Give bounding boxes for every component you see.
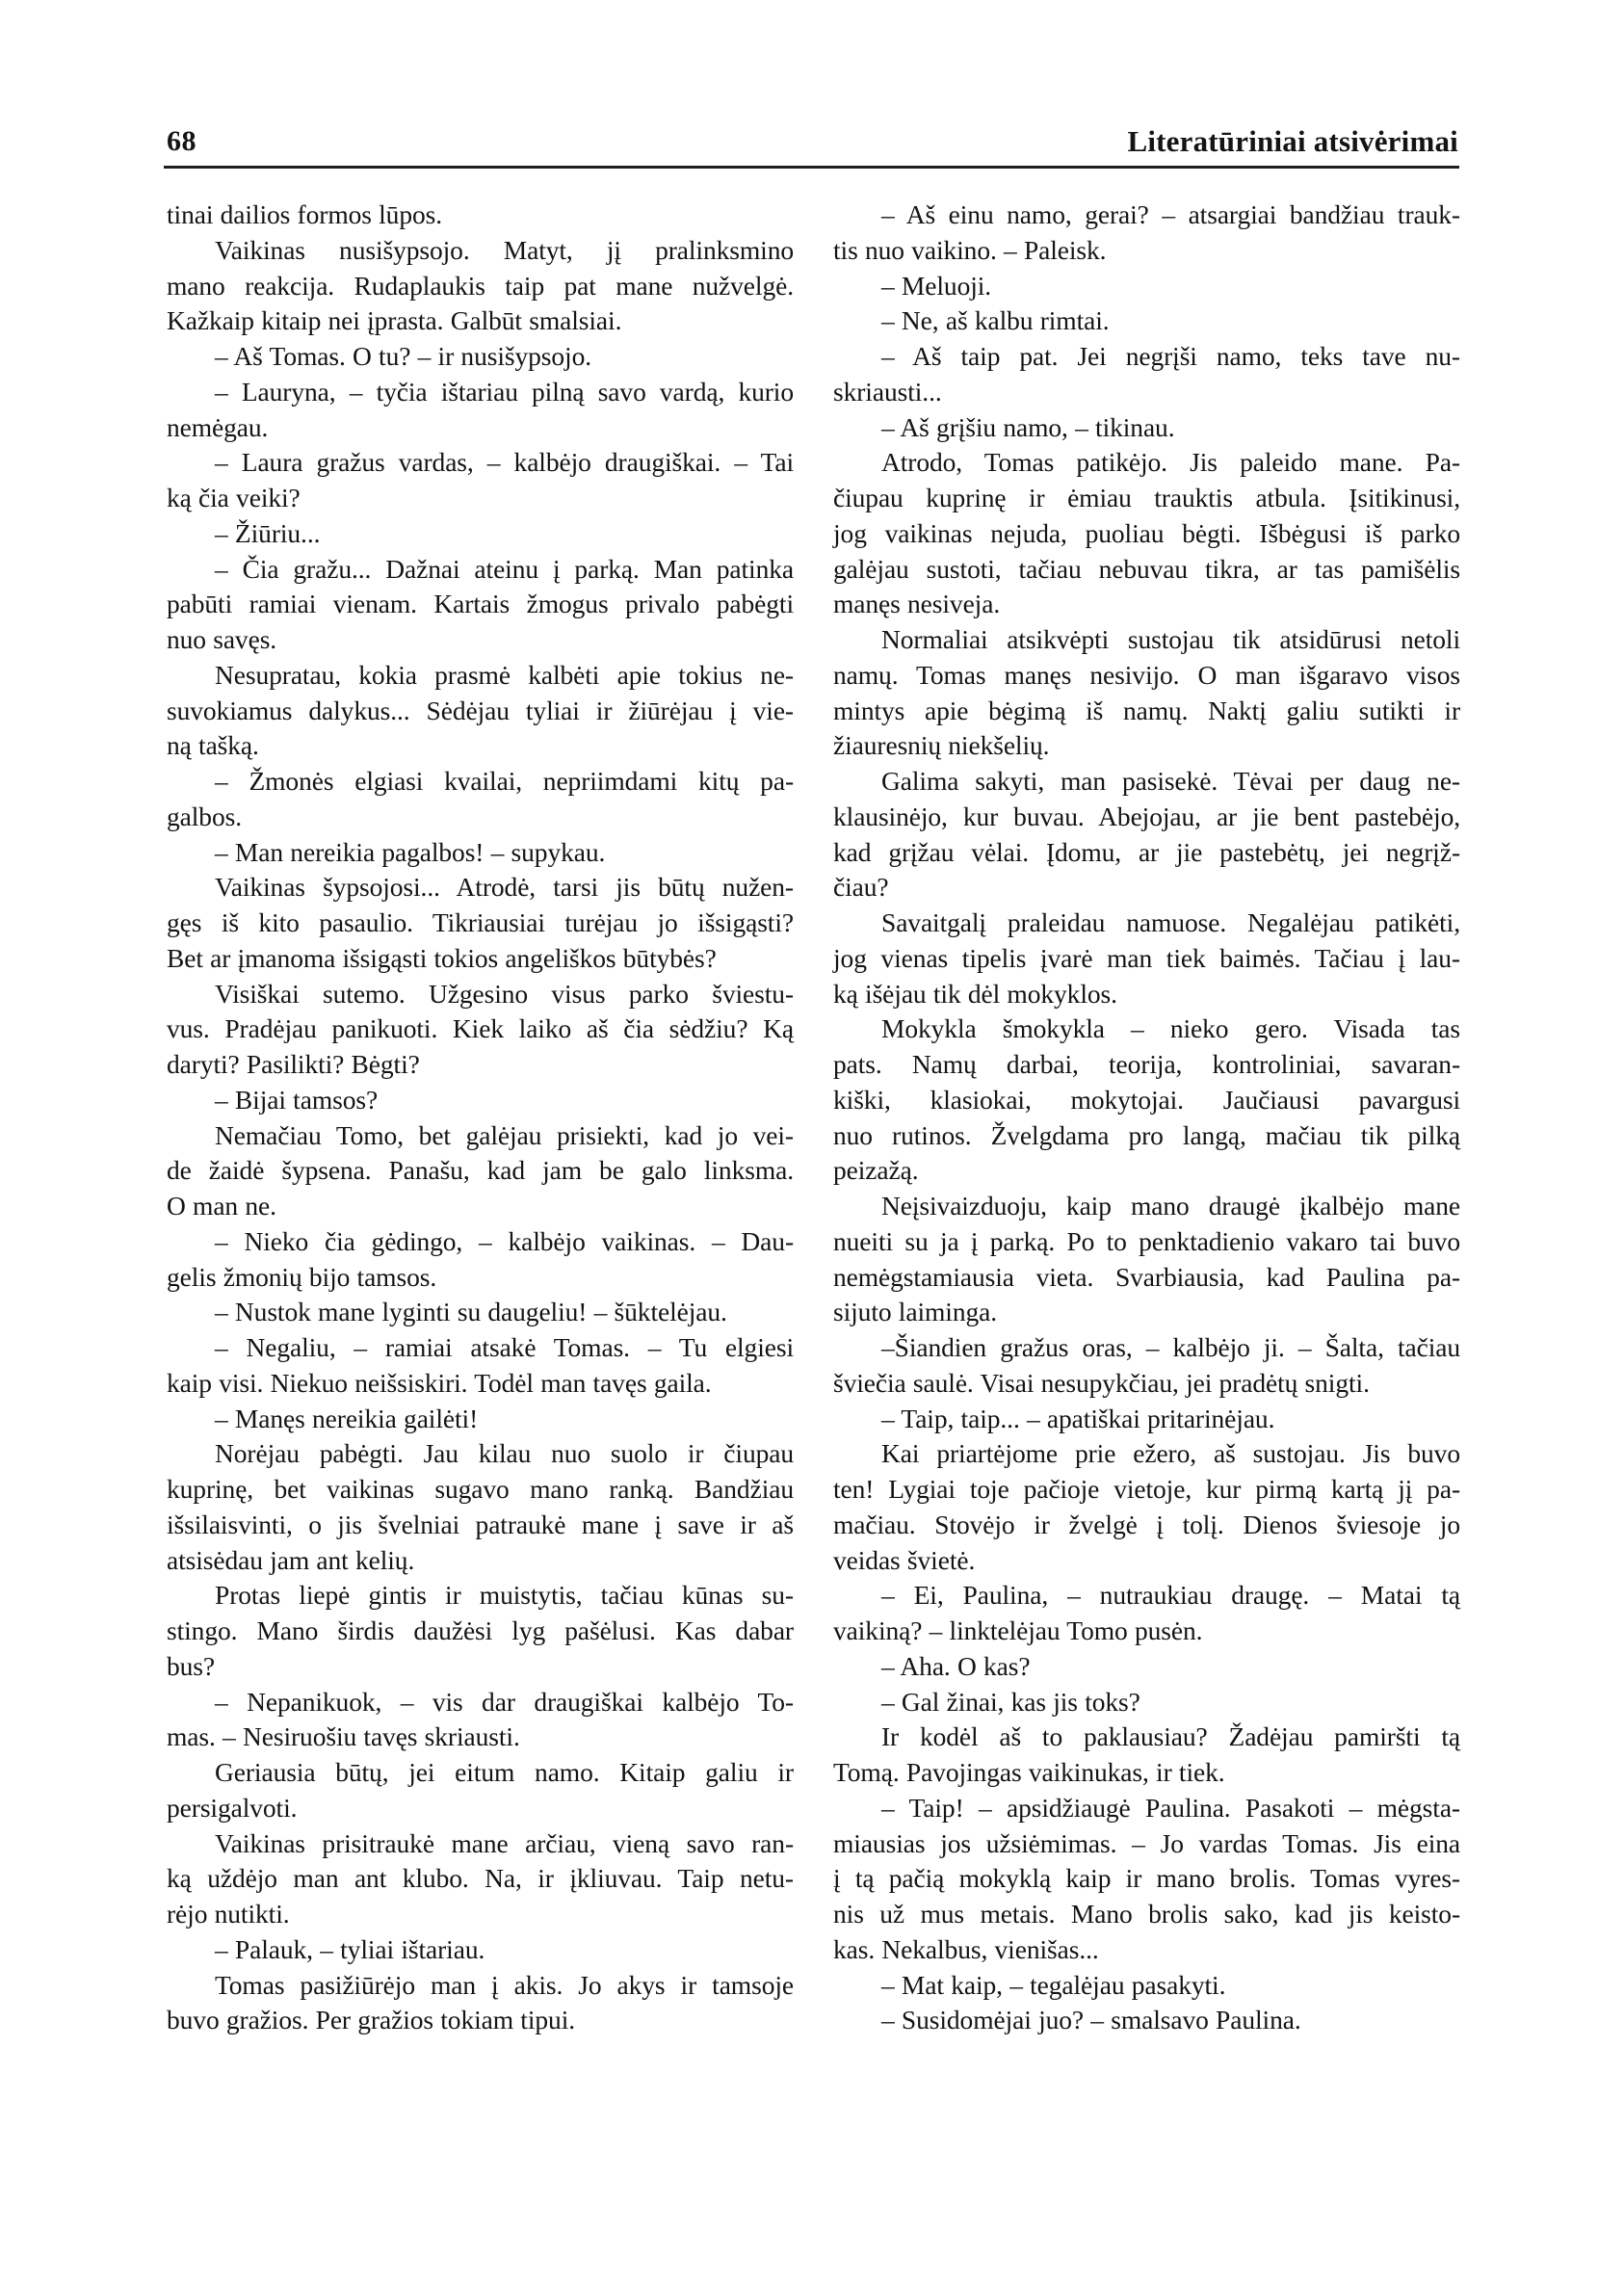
text-line: – Aš Tomas. O tu? – ir nusišypsojo. xyxy=(215,341,591,371)
text-line: pats. Namų darbai, teorija, kontroliniai, savaran- xyxy=(833,1049,1460,1079)
text-line: skriausti... xyxy=(833,376,942,407)
paragraph xyxy=(167,764,794,835)
text-line: nuo rutinos. Žvelgdama pro langą, mačiau tik pilką xyxy=(833,1119,1460,1150)
paragraph xyxy=(833,445,1460,622)
text-line: čiau? xyxy=(833,872,889,903)
paragraph xyxy=(167,1330,794,1402)
text-line: mintys apie bėgimą iš namų. Naktį galiu sutikti ir xyxy=(833,695,1460,725)
paragraph xyxy=(833,303,1460,339)
paragraph xyxy=(833,622,1460,764)
paragraph xyxy=(167,1436,794,1578)
text-line: – Lauryna, – tyčia ištariau pilną savo vardą, kurio xyxy=(215,376,794,407)
text-line: žiauresnių niekšelių. xyxy=(833,730,1050,761)
paragraph xyxy=(833,1436,1460,1578)
text-line: – Bijai tamsos? xyxy=(215,1084,379,1115)
text-line: – Mat kaip, – tegalėjau pasakyti. xyxy=(881,1969,1226,2000)
text-line: vaikiną? – linktelėjau Tomo pusėn. xyxy=(833,1615,1203,1645)
text-line: manęs nesiveja. xyxy=(833,589,1001,619)
text-line: rėjo nutikti. xyxy=(167,1899,290,1929)
paragraph xyxy=(167,1295,794,1330)
paragraph xyxy=(167,977,794,1083)
left-column xyxy=(167,197,794,2038)
text-line: kad grįžau vėlai. Įdomu, ar jie pastebėtų, jei negrįž- xyxy=(833,836,1460,867)
text-line: O man ne. xyxy=(167,1191,276,1221)
text-line: Geriausia būtų, jei eitum namo. Kitaip galiu ir xyxy=(215,1757,794,1787)
paragraph xyxy=(167,1118,794,1224)
text-line: Kai priartėjome prie ežero, aš sustojau. Jis buvo xyxy=(881,1438,1460,1469)
text-line: klausinėjo, kur buvau. Abejojau, ar jie bent pastebėjo, xyxy=(833,801,1460,831)
text-line: tis nuo vaikino. – Paleisk. xyxy=(833,234,1107,265)
text-line: – Palauk, – tyliai ištariau. xyxy=(215,1933,485,1964)
text-line: tinai dailios formos lūpos. xyxy=(167,199,443,229)
running-head-title: Literatūriniai atsivėrimai xyxy=(1127,124,1458,158)
paragraph xyxy=(167,1402,794,1437)
text-line: kas. Nekalbus, vienišas... xyxy=(833,1933,1099,1964)
text-line: šviečia saulė. Visai nesupykčiau, jei pradėtų snigti. xyxy=(833,1367,1370,1398)
paragraph xyxy=(833,339,1460,410)
text-line: Vaikinas nusišypsojo. Matyt, jį pralinksmino xyxy=(215,234,794,265)
text-line: – Žiūriu... xyxy=(215,517,321,548)
paragraph xyxy=(167,1083,794,1118)
text-line: pabūti ramiai vienam. Kartais žmogus privalo pabėgti xyxy=(167,589,794,619)
text-line: – Čia gražu... Dažnai ateinu į parką. Man patinka xyxy=(215,553,794,584)
text-line: Savaitgalį praleidau namuose. Negalėjau patikėti, xyxy=(881,907,1460,937)
text-line: nemėgau. xyxy=(167,411,269,442)
text-line: Vaikinas prisitraukė mane arčiau, vieną savo ran- xyxy=(215,1827,794,1858)
text-line: – Nieko čia gėdingo, – kalbėjo vaikinas. – Dau- xyxy=(215,1225,794,1256)
paragraph xyxy=(833,410,1460,446)
text-line: – Gal žinai, kas jis toks? xyxy=(881,1686,1140,1717)
text-line: suvokiamus dalykus... Sėdėjau tyliai ir žiūrėjau į vie- xyxy=(167,695,794,725)
text-line: Norėjau pabėgti. Jau kilau nuo suolo ir čiupau xyxy=(215,1438,794,1469)
text-line: – Laura gražus vardas, – kalbėjo draugiškai. – Tai xyxy=(215,447,794,478)
text-line: – Aha. O kas? xyxy=(881,1650,1031,1681)
paragraph xyxy=(167,233,794,339)
text-line: Nemačiau Tomo, bet galėjau prisiekti, kad jo vei- xyxy=(215,1119,794,1150)
text-line: gelis žmonių bijo tamsos. xyxy=(167,1261,437,1292)
text-line: Mokykla šmokykla – nieko gero. Visada tas xyxy=(881,1013,1460,1044)
paragraph xyxy=(833,1685,1460,1720)
text-line: stingo. Mano širdis daužėsi lyg pašėlusi. Kas dabar xyxy=(167,1615,794,1645)
paragraph xyxy=(833,1649,1460,1685)
text-line: – Meluoji. xyxy=(881,270,992,301)
text-line: Atrodo, Tomas patikėjo. Jis paleido mane. Pa- xyxy=(881,447,1460,478)
text-line: Kažkaip kitaip nei įprasta. Galbūt smalsiai. xyxy=(167,305,622,336)
text-line: – Nepanikuok, – vis dar draugiškai kalbėjo To- xyxy=(215,1686,794,1717)
text-line: – Aš grįšiu namo, – tikinau. xyxy=(881,411,1175,442)
text-line: Vaikinas šypsojosi... Atrodė, tarsi jis būtų nužen- xyxy=(215,872,794,903)
paragraph xyxy=(167,1685,794,1756)
text-line: buvo gražios. Per gražios tokiam tipui. xyxy=(167,2005,576,2035)
paragraph xyxy=(167,1968,794,2039)
text-line: –Šiandien gražus oras, – kalbėjo ji. – Šalta, tačiau xyxy=(881,1332,1460,1362)
text-line: ną tašką. xyxy=(167,730,259,761)
text-line: – Susidomėjai juo? – smalsavo Paulina. xyxy=(881,2005,1301,2035)
paragraph xyxy=(833,1330,1460,1402)
text-line: jog vaikinas nejuda, puoliau bėgti. Išbėgusi iš parko xyxy=(833,517,1460,548)
text-line: ką išėjau tik dėl mokyklos. xyxy=(833,978,1117,1009)
paragraph xyxy=(167,516,794,552)
paragraph xyxy=(833,1968,1460,2004)
paragraph xyxy=(833,269,1460,304)
text-line: Normaliai atsikvėpti sustojau tik atsidūrusi netoli xyxy=(881,624,1460,654)
paragraph xyxy=(833,906,1460,1011)
text-line: nuo savęs. xyxy=(167,624,277,654)
text-line: – Man nereikia pagalbos! – supykau. xyxy=(215,836,606,867)
text-line: – Taip, taip... – apatiškai pritarinėjau. xyxy=(881,1403,1275,1433)
text-line: veidas švietė. xyxy=(833,1544,976,1575)
paragraph xyxy=(833,1402,1460,1437)
paragraph xyxy=(167,870,794,976)
paragraph xyxy=(833,197,1460,269)
text-line: namų. Tomas manęs nesivijo. O man išgaravo visos xyxy=(833,659,1460,690)
text-line: persigalvoti. xyxy=(167,1792,298,1823)
text-line: bus? xyxy=(167,1650,216,1681)
text-line: ką čia veiki? xyxy=(167,483,301,512)
paragraph xyxy=(833,1720,1460,1791)
text-line: miausias jos užsiėmimas. – Jo vardas Tomas. Jis eina xyxy=(833,1827,1460,1858)
text-line: kiški, klasiokai, mokytojai. Jaučiausi pavargusi xyxy=(833,1084,1460,1115)
text-line: jog vienas tipelis įvarė man tiek baimės. Tačiau į lau- xyxy=(833,942,1460,973)
text-line: čiupau kuprinę ir ėmiau trauktis atbula. Įsitikinusi, xyxy=(833,483,1460,512)
text-line: nemėgstamiausia vieta. Svarbiausia, kad Paulina pa- xyxy=(833,1261,1460,1292)
paragraph xyxy=(167,1578,794,1684)
text-line: – Negaliu, – ramiai atsakė Tomas. – Tu elgiesi xyxy=(215,1332,794,1362)
text-line: galėjau sustoti, tačiau nebuvau tikra, ar tas pamišėlis xyxy=(833,553,1460,584)
text-line: de žaidė šypsena. Panašu, kad jam be galo linksma. xyxy=(167,1155,794,1186)
text-line: – Aš taip pat. Jei negrįši namo, teks tave nu- xyxy=(881,341,1460,371)
paragraph xyxy=(167,1755,794,1826)
text-line: Galima sakyti, man pasisekė. Tėvai per daug ne- xyxy=(881,766,1460,796)
text-line: Tomas pasižiūrėjo man į akis. Jo akys ir tamsoje xyxy=(215,1969,794,2000)
paragraph xyxy=(167,375,794,446)
text-line: Bet ar įmanoma išsigąsti tokios angeliškos būtybės? xyxy=(167,942,717,973)
paragraph xyxy=(167,552,794,658)
text-line: – Ei, Paulina, – nutraukiau draugę. – Matai tą xyxy=(881,1580,1460,1611)
text-line: kaip visi. Niekuo neišsiskiri. Todėl man tavęs gaila. xyxy=(167,1367,712,1398)
text-line: Ir kodėl aš to paklausiau? Žadėjau pamiršti tą xyxy=(881,1721,1460,1752)
text-line: mas. – Nesiruošiu tavęs skriausti. xyxy=(167,1721,520,1752)
text-line: daryti? Pasilikti? Bėgti? xyxy=(167,1049,420,1079)
text-line: – Aš einu namo, gerai? – atsargiai bandžiau trauk- xyxy=(881,199,1460,229)
text-line: – Nustok mane lyginti su daugeliu! – šūktelėjau. xyxy=(215,1297,727,1327)
text-line: mačiau. Stovėjo ir žvelgė į tolį. Dienos šviesoje jo xyxy=(833,1509,1460,1539)
paragraph xyxy=(167,1826,794,1932)
text-line: Tomą. Pavojingas vaikinukas, ir tiek. xyxy=(833,1757,1225,1787)
text-line: ten! Lygiai toje pačioje vietoje, kur pirmą kartą jį pa- xyxy=(833,1474,1460,1504)
text-line: atsisėdau jam ant kelių. xyxy=(167,1544,415,1575)
text-line: nueiti su ja į parką. Po to penktadienio vakaro tai buvo xyxy=(833,1225,1460,1256)
text-line: į tą pačią mokyklą kaip ir mano brolis. Tomas vyres- xyxy=(833,1863,1460,1894)
paragraph xyxy=(167,1224,794,1296)
text-line: – Manęs nereikia gailėti! xyxy=(215,1403,479,1433)
paragraph xyxy=(167,339,794,375)
text-line: – Taip! – apsidžiaugė Paulina. Pasakoti – mėgsta- xyxy=(881,1792,1460,1823)
text-line: Nesupratau, kokia prasmė kalbėti apie tokius ne- xyxy=(215,659,794,690)
paragraph xyxy=(167,197,794,233)
text-line: Protas liepė gintis ir muistytis, tačiau kūnas su- xyxy=(215,1580,794,1611)
text-line: nis už mus metais. Mano brolis sako, kad jis keisto- xyxy=(833,1899,1460,1929)
text-line: galbos. xyxy=(167,801,242,831)
text-line: gęs iš kito pasaulio. Tikriausiai turėjau jo išsigąsti? xyxy=(167,907,794,937)
paragraph xyxy=(833,1011,1460,1189)
paragraph xyxy=(167,658,794,764)
paragraph xyxy=(833,764,1460,906)
paragraph xyxy=(833,1791,1460,1968)
text-line: peizažą. xyxy=(833,1155,919,1186)
right-column xyxy=(833,197,1460,2038)
page-number: 68 xyxy=(167,125,196,157)
text-line: kuprinę, bet vaikinas sugavo mano ranką. Bandžiau xyxy=(167,1474,794,1504)
text-line: – Ne, aš kalbu rimtai. xyxy=(881,305,1110,336)
text-line: vus. Pradėjau panikuoti. Kiek laiko aš čia sėdžiu? Ką xyxy=(167,1013,794,1044)
text-line: išsilaisvinti, o jis švelniai patraukė mane į save ir aš xyxy=(167,1509,794,1539)
text-line: – Žmonės elgiasi kvailai, nepriimdami kitų pa- xyxy=(215,766,794,796)
paragraph xyxy=(833,2003,1460,2038)
paragraph xyxy=(833,1189,1460,1330)
text-line: Neįsivaizduoju, kaip mano draugė įkalbėjo mane xyxy=(881,1191,1460,1221)
paragraph xyxy=(167,835,794,871)
paragraph xyxy=(167,445,794,516)
header-rule xyxy=(164,166,1459,169)
paragraph xyxy=(167,1932,794,1968)
text-line: ką uždėjo man ant klubo. Na, ir įkliuvau. Taip netu- xyxy=(167,1863,794,1894)
text-columns xyxy=(167,197,1460,2038)
text-line: Visiškai sutemo. Užgesino visus parko šviestu- xyxy=(215,978,794,1009)
text-line: mano reakcija. Rudaplaukis taip pat mane nužvelgė. xyxy=(167,270,794,301)
text-line: sijuto laiminga. xyxy=(833,1297,997,1327)
paragraph xyxy=(833,1578,1460,1649)
